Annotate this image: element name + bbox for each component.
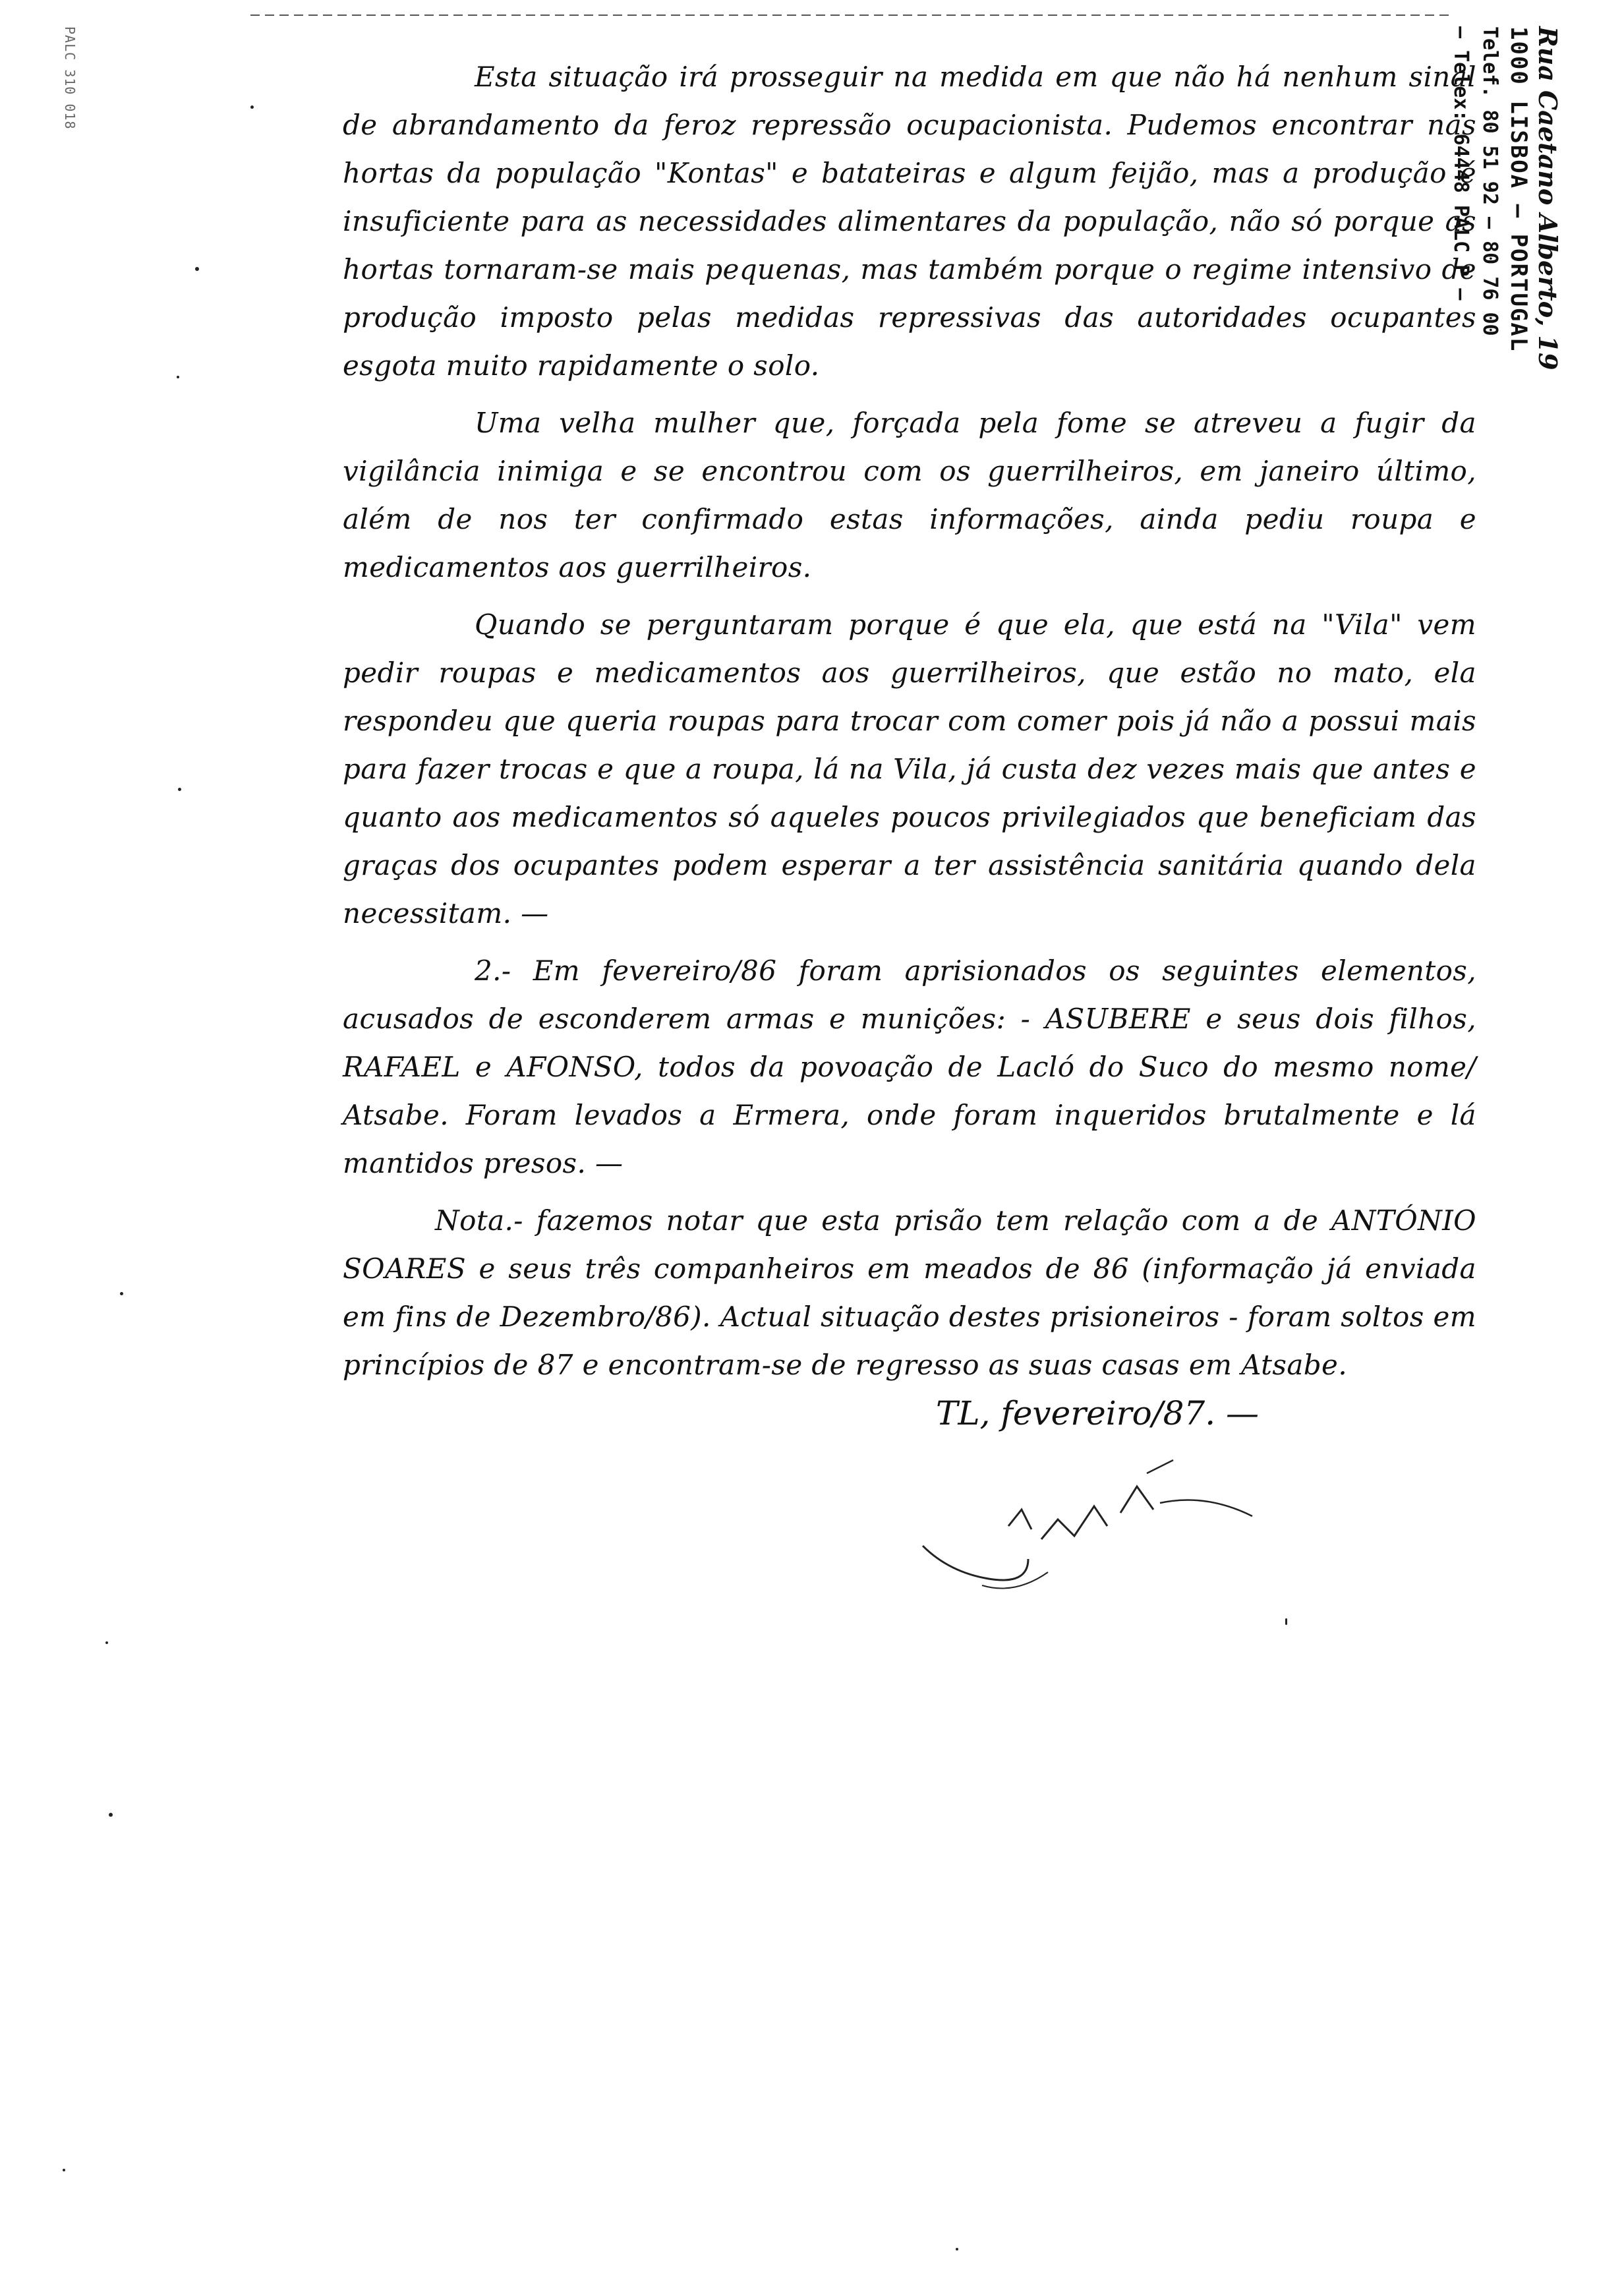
scan-speck	[250, 105, 254, 109]
paragraph-old-woman: Uma velha mulher que, forçada pela fome se atreveu a fugir da vigilância inimiga e se encontrou com os guerrilheiros, em janeiro último, além de nos ter confirmado estas informações, ainda pediu roupa e medicamentos aos guerrilheiros.	[343, 407, 1476, 583]
margin-stamp: PALC 310 018	[62, 26, 78, 130]
letterhead-street: Rua Caetano Alberto, 19	[1533, 26, 1563, 370]
scan-speck	[105, 1641, 108, 1644]
paragraph-question: Quando se perguntaram porque é que ela, que está na "Vila" vem pedir roupas e medicamentos aos guerrilheiros, que estão no mato, ela respondeu que queria roupas para trocar com comer pois já não a possui mais para fazer trocas e que a roupa, lá na Vila, já custa dez vezes mais que antes e quanto aos medicamentos só aqueles poucos privilegiados que beneficiam das graças dos ocupantes podem esperar a ter assistência sanitária quando dela necessitam. —	[343, 608, 1476, 929]
paper-top-edge	[250, 15, 1450, 16]
scan-speck	[1285, 1618, 1287, 1625]
scan-speck	[109, 1813, 113, 1817]
closing-date: TL, fevereiro/87. —	[936, 1394, 1260, 1432]
letter-body	[343, 53, 1476, 1389]
letterhead-telex: — Telex: 64448 PALC P —	[1449, 26, 1472, 301]
scan-speck	[195, 267, 199, 271]
letterhead-city: 1000 LISBOA — PORTUGAL	[1505, 26, 1532, 353]
scan-speck	[956, 2248, 958, 2250]
letterhead-phone: Telef. 80 51 92 — 80 76 00	[1478, 26, 1501, 336]
scan-speck	[178, 788, 181, 791]
paragraph-arrests: 2.- Em fevereiro/86 foram aprisionados os seguintes elementos, acusados de esconderem armas e munições: - ASUBERE e seus dois filhos, RAFAEL e AFONSO, todos da povoação de Lacló do Suco do mesmo nome/ Atsabe. Foram levados a Ermera, onde foram inqueridos brutalmente e lá mantidos presos. —	[343, 955, 1476, 1179]
paragraph-note: Nota.- fazemos notar que esta prisão tem relação com a de ANTÓNIO SOARES e seus três companheiros em meados de 86 (informação já enviada em fins de Dezembro/86). Actual situação destes prisioneiros - foram soltos em princípios de 87 e encontram-se de regresso as suas casas em Atsabe.	[343, 1204, 1476, 1381]
scan-speck	[63, 2169, 65, 2171]
scan-speck	[177, 376, 179, 378]
handwritten-signature	[910, 1447, 1331, 1599]
paragraph-situation: Esta situação irá prosseguir na medida em que não há nenhum sinal de abrandamento da feroz repressão ocupacionista. Pudemos encontrar nas hortas da população "Kontas" e batateiras e algum feijão, mas a produção é insuficiente para as necessidades alimentares da população, não só porque as hortas tornaram-se mais pequenas, mas também porque o regime intensivo de produção imposto pelas medidas repressivas das autoridades ocupantes esgota muito rapidamente o solo.	[343, 61, 1476, 382]
scan-speck	[120, 1292, 123, 1295]
